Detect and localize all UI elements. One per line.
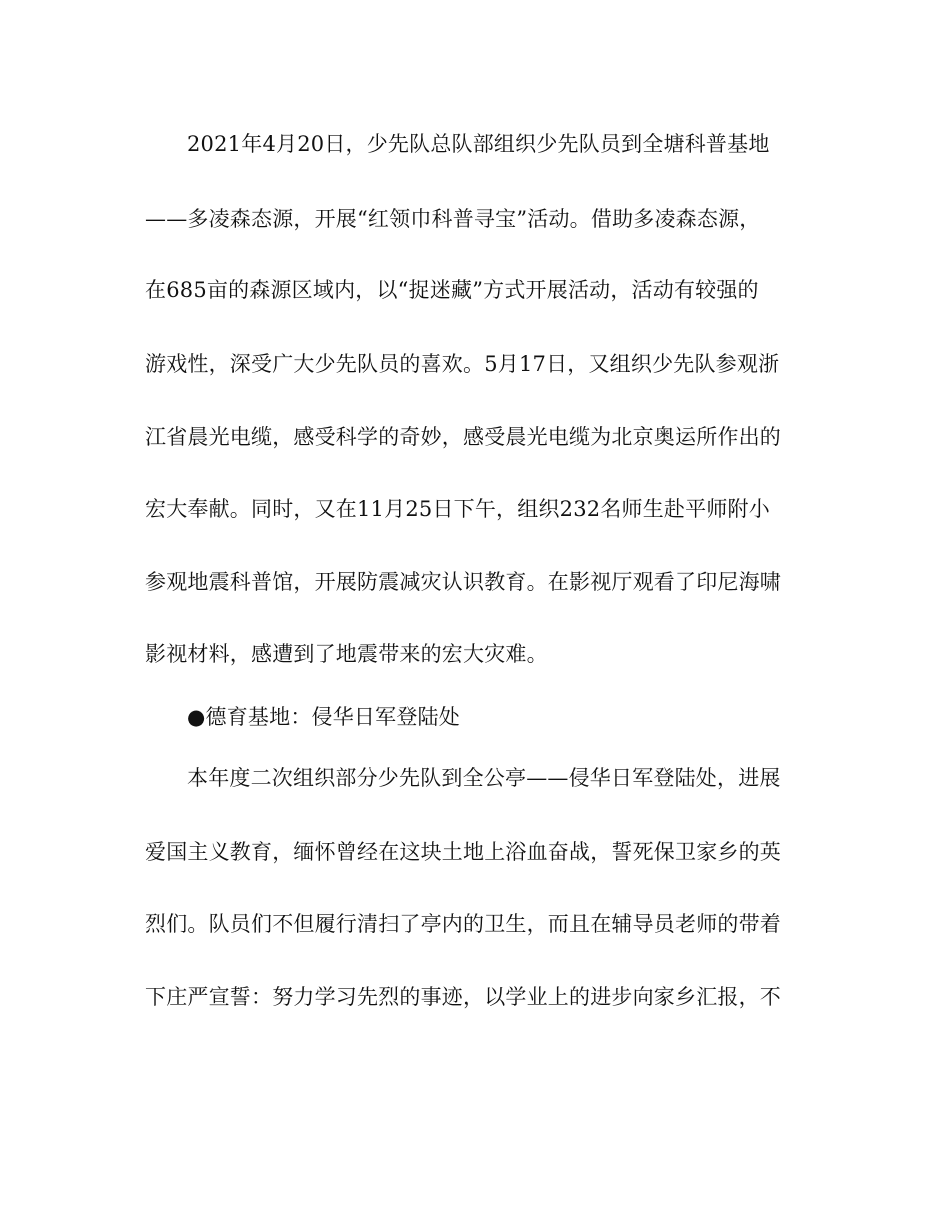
paragraph-1-line-6: 宏大奉献。同时，又在11月25日下午，组织232名师生赴平师附小 xyxy=(145,497,770,521)
paragraph-1-line-7: 参观地震科普馆，开展防震减灾认识教育。在影视厅观看了印尼海啸 xyxy=(145,570,781,594)
paragraph-2-line-3: 烈们。队员们不但履行清扫了亭内的卫生，而且在辅导员老师的带着 xyxy=(145,912,781,936)
paragraph-2-line-1: 本年度二次组织部分少先队到全公亭——侵华日军登陆处，进展 xyxy=(187,766,781,790)
section-heading: ●德育基地：侵华日军登陆处 xyxy=(187,705,460,729)
paragraph-2-line-2: 爱国主义教育，缅怀曾经在这块土地上浴血奋战，誓死保卫家乡的英 xyxy=(145,840,781,864)
paragraph-1-line-5: 江省晨光电缆，感受科学的奇妙，感受晨光电缆为北京奥运所作出的 xyxy=(145,425,781,449)
paragraph-1-line-4: 游戏性，深受广大少先队员的喜欢。5月17日，又组织少先队参观浙 xyxy=(145,352,780,376)
paragraph-1-line-2: ——多凌森态源，开展“红领巾科普寻宝”活动。借助多凌森态源， xyxy=(145,207,761,231)
paragraph-1-line-8: 影视材料，感遭到了地震带来的宏大灾难。 xyxy=(145,642,548,666)
paragraph-1-line-3: 在685亩的森源区域内，以“捉迷藏”方式开展活动，活动有较强的 xyxy=(145,278,759,302)
paragraph-1-line-1: 2021年4月20日，少先队总队部组织少先队员到全塘科普基地 xyxy=(187,132,770,156)
paragraph-2-line-4: 下庄严宣誓：努力学习先烈的事迹，以学业上的进步向家乡汇报，不 xyxy=(145,985,781,1009)
